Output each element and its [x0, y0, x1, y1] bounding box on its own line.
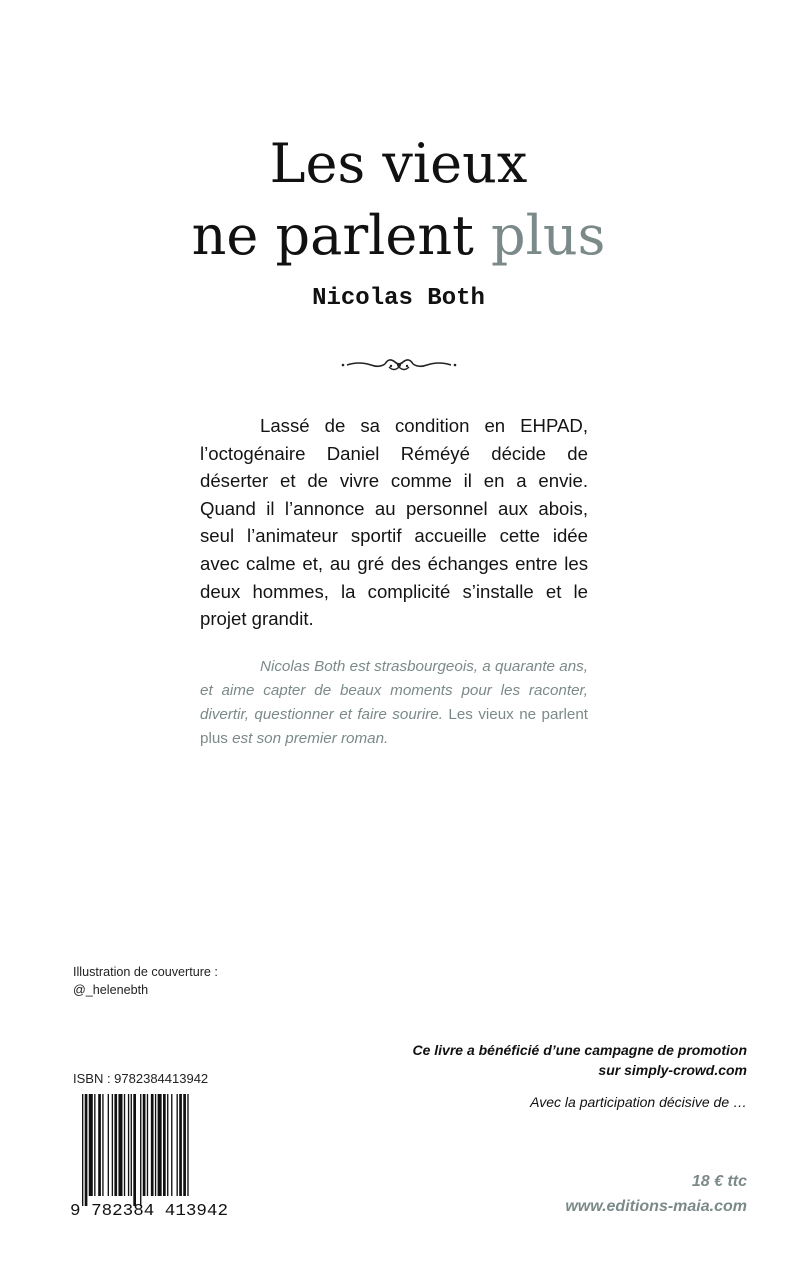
participation-note: Avec la participation décisive de …	[530, 1094, 747, 1110]
illustration-credit-label: Illustration de couverture :	[73, 965, 218, 979]
barcode-bar	[179, 1094, 182, 1196]
promotion-line-2: sur simply-crowd.com	[598, 1062, 747, 1078]
barcode-bar	[143, 1094, 146, 1196]
barcode-bar	[167, 1094, 168, 1196]
promotion-notice	[327, 1040, 747, 1080]
back-cover-blurb: Lassé de sa condition en EHPAD, l’octogénaire Daniel Réméyé décide de déserter et de vivre comme il en a envie. Quand il l’annonce au personnel aux abois, seul l’animateur sportif accueille cette idée avec calme et, au gré des échanges entre les deux hommes, la complicité s’installe et le projet grandit.	[200, 415, 588, 630]
flourish-divider-icon	[339, 355, 459, 375]
barcode-bar	[124, 1094, 125, 1196]
barcode-bar	[82, 1094, 83, 1206]
barcode-bar	[102, 1094, 103, 1196]
promotion-line-1: Ce livre a bénéficié d’une campagne de promotion	[412, 1042, 747, 1058]
barcode-bar	[85, 1094, 88, 1206]
barcode-bar	[163, 1094, 166, 1196]
isbn-label: ISBN : 9782384413942	[73, 1071, 209, 1086]
illustration-credit-handle: @_helenebth	[73, 983, 149, 997]
book-title-line-2	[0, 200, 797, 272]
barcode-digits: 9 782384 413942	[70, 1202, 229, 1218]
barcode-bar	[112, 1094, 113, 1196]
barcode-bar	[140, 1094, 141, 1206]
barcode-bar	[128, 1094, 129, 1196]
barcode-bar	[114, 1094, 117, 1196]
author-bio-text: Nicolas Both est strasbourgeois, a quarante ans, et aime capter de beaux moments pour les raconter, divertir, questionner et faire sourire.	[200, 658, 588, 723]
barcode-bar	[94, 1094, 95, 1196]
title-line-1-text: Les vieux	[269, 132, 528, 195]
barcode-bar	[133, 1094, 136, 1206]
barcode	[68, 1094, 230, 1218]
title-accent-word: plus	[491, 204, 606, 267]
barcode-bar	[183, 1094, 186, 1196]
publisher-website: www.editions-maia.com	[565, 1198, 747, 1215]
barcode-bar	[177, 1094, 178, 1196]
barcode-bar	[108, 1094, 109, 1196]
barcode-bar	[187, 1094, 188, 1196]
author-bio	[200, 655, 588, 751]
illustration-credit	[73, 963, 313, 999]
barcode-bar	[131, 1094, 132, 1196]
barcode-bar	[151, 1094, 154, 1196]
barcode-bars	[82, 1094, 189, 1206]
barcode-bar	[98, 1094, 101, 1196]
barcode-bar	[118, 1094, 122, 1196]
price-label: 18 € ttc	[691, 1173, 747, 1190]
barcode-bar	[171, 1094, 172, 1196]
author-bio-tail: est son premier roman.	[232, 730, 389, 747]
book-title-line-1	[0, 128, 797, 200]
barcode-bar	[155, 1094, 156, 1196]
barcode-bar	[147, 1094, 148, 1196]
author-name: Nicolas Both	[312, 285, 485, 312]
title-line-2-text: ne parlent	[191, 204, 492, 267]
bio-book-title: Les vieux ne parlent plus	[200, 706, 588, 747]
barcode-bar	[89, 1094, 93, 1196]
barcode-bar	[158, 1094, 162, 1196]
